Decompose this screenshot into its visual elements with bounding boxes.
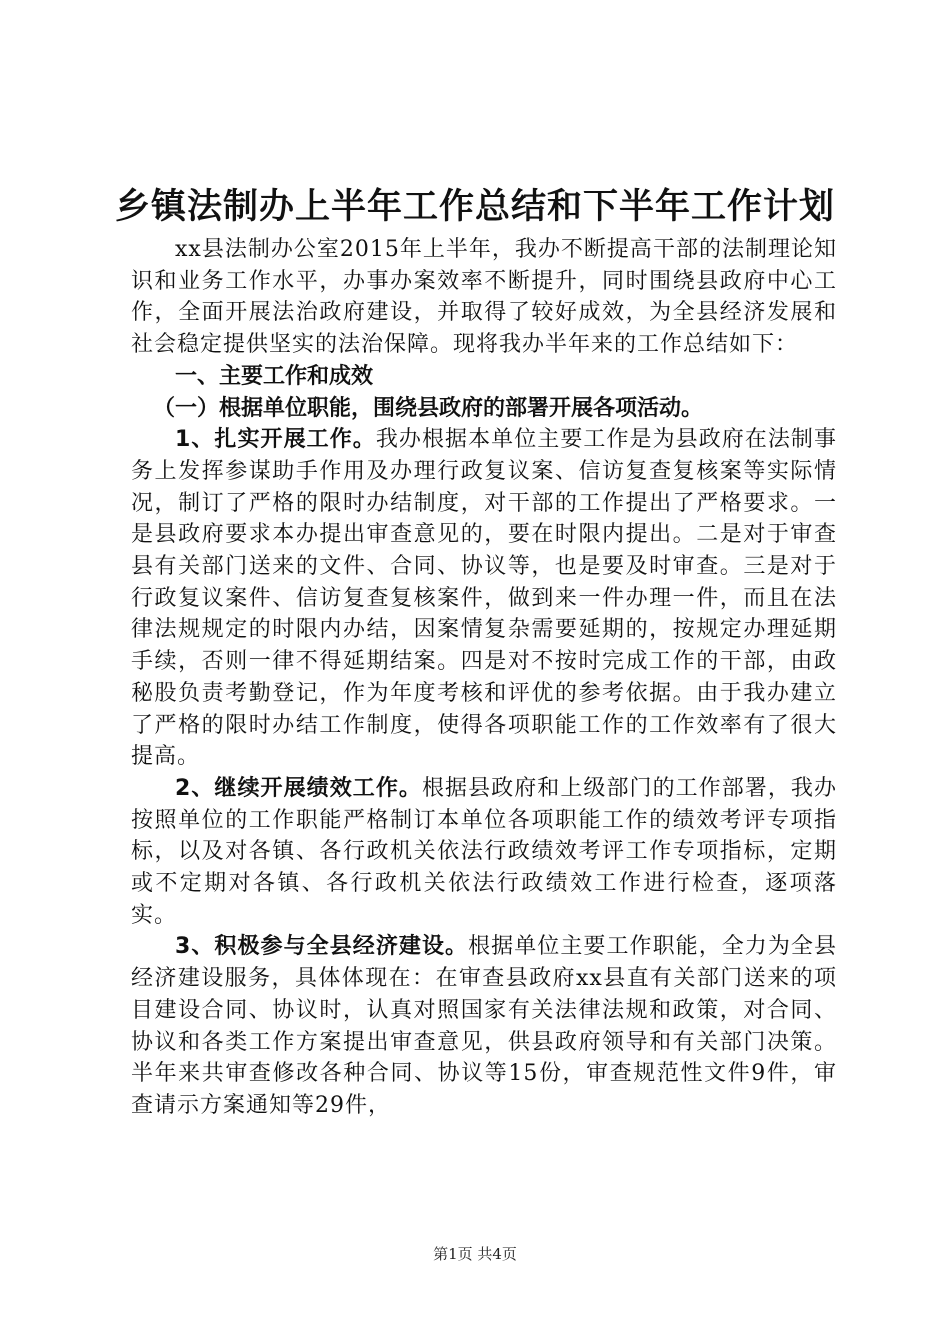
document-title: 乡镇法制办上半年工作总结和下半年工作计划 xyxy=(114,187,835,227)
intro-paragraph: xx县法制办公室2015年上半年，我办不断提高干部的法制理论知识和业务工作水平，办事办案效率不断提升，同时围绕县政府中心工作，全面开展法治政府建设，并取得了较好成效，为全县经济发展和社会稳定提供坚实的法治保障。现将我办半年来的工作总结如下： xyxy=(131,237,837,358)
item-paragraph-1 xyxy=(131,424,837,773)
item-lead-3: 3、积极参与全县经济建设。 xyxy=(175,934,469,960)
item-text-2: 根据县政府和上级部门的工作部署，我办按照单位的工作职能严格制订本单位各项职能工作的绩效考评专项指标，以及对各镇、各行政机关依法行政绩效考评工作专项指标，定期或不定期对各镇、各行政机关依法行政绩效工作进行检查，逐项落实。 xyxy=(131,775,837,928)
item-paragraph-3 xyxy=(131,931,837,1121)
item-text-1: 我办根据本单位主要工作是为县政府在法制事务上发挥参谋助手作用及办理行政复议案、信访复查复核案等实际情况，制订了严格的限时办结制度，对干部的工作提出了严格要求。一是县政府要求本办提出审查意见的，要在时限内提出。二是对于审查县有关部门送来的文件、合同、协议等，也是要及时审查。三是对于行政复议案件、信访复查复核案件，做到来一件办理一件，而且在法律法规规定的时限内办结，因案情复杂需要延期的，按规定办理延期手续，否则一律不得延期结案。四是对不按时完成工作的干部，由政秘股负责考勤登记，作为年度考核和评优的参考依据。由于我办建立了严格的限时办结工作制度，使得各项职能工作的工作效率有了很大提高。 xyxy=(131,427,837,770)
subsection-heading: （一）根据单位职能，围绕县政府的部署开展各项活动。 xyxy=(153,395,704,421)
item-lead-2: 2、继续开展绩效工作。 xyxy=(175,775,422,801)
item-lead-1: 1、扎实开展工作。 xyxy=(175,427,376,453)
document-body xyxy=(131,234,837,1122)
page-footer: 第1页 共4页 xyxy=(433,1245,517,1263)
item-text-3: 根据单位主要工作职能，全力为全县经济建设服务，具体体现在：在审查县政府xx县直有关部门送来的项目建设合同、协议时，认真对照国家有关法律法规和政策，对合同、协议和各类工作方案提出审查意见，供县政府领导和有关部门决策。半年来共审查修改各种合同、协议等15份，审查规范性文件9件，审查请示方案通知等29件， xyxy=(131,934,837,1118)
item-paragraph-2 xyxy=(131,773,837,932)
section-heading: 一、主要工作和成效 xyxy=(175,363,374,389)
